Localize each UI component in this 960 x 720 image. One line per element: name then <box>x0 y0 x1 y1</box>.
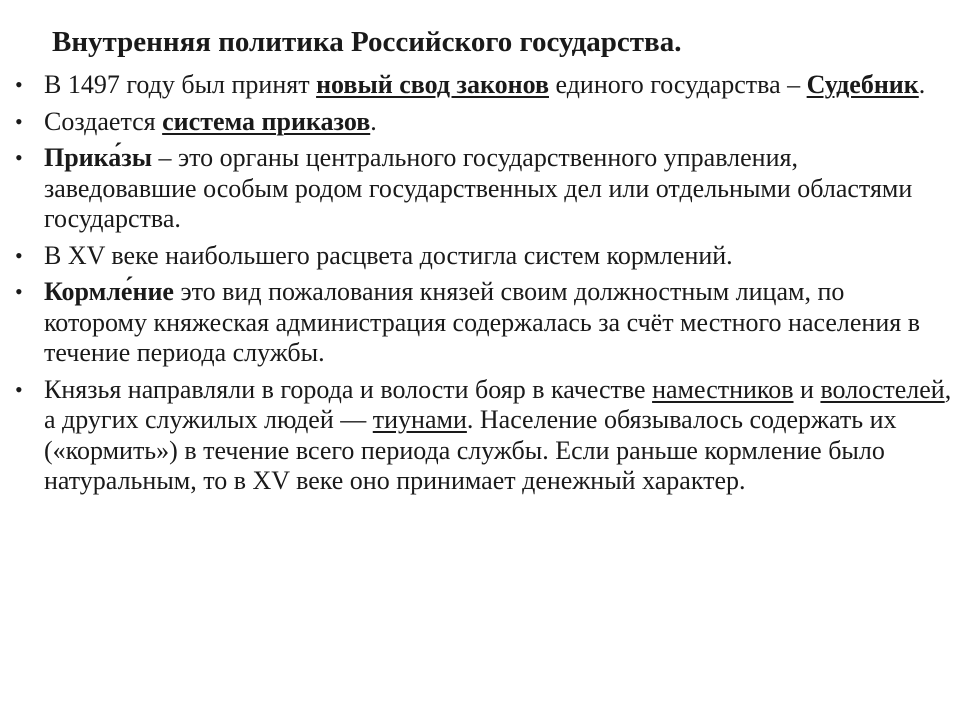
text-run: и <box>793 374 821 404</box>
highlighted-term: тиунами <box>372 405 467 434</box>
bullet-mark: • <box>15 376 23 402</box>
text-run: Создается <box>44 106 163 136</box>
bullet-mark: • <box>15 279 23 304</box>
highlighted-term: волостелей <box>820 374 945 404</box>
highlighted-term: новый свод законов <box>316 70 549 99</box>
bullet-text <box>44 143 912 233</box>
bullet-mark: • <box>15 72 23 97</box>
bullet-item <box>0 375 960 497</box>
bold-term: Прика́зы <box>44 143 152 172</box>
bullet-mark: • <box>15 145 23 170</box>
bullet-text <box>44 107 377 136</box>
text-run: , а других служилых людей — <box>44 374 952 434</box>
bullet-text <box>44 375 951 496</box>
bullet-mark: • <box>15 242 23 268</box>
bullet-list <box>0 70 960 503</box>
bold-term: Кормле́ние <box>44 277 174 306</box>
bullet-item <box>0 143 960 235</box>
text-run: . Население обязывалось содержать их («кормить») в течение всего периода службы. Если раньше кормление было натуральным, то в XV веке оно принимает денежный характер. <box>44 405 897 495</box>
text-run: . <box>370 106 377 136</box>
text-run: – это органы центрального государственного управления, заведовавшие особым родом государственных дел или отдельными областями государства. <box>44 143 913 233</box>
bullet-item <box>0 107 960 138</box>
bullet-mark: • <box>15 108 23 134</box>
text-run: В 1497 году был принят <box>44 70 317 99</box>
text-run: Князья направляли в города и волости бояр в качестве <box>44 374 653 404</box>
text-run: . <box>918 70 926 99</box>
bullet-text <box>44 277 920 367</box>
slide-title: Внутренняя политика Российского государства. <box>52 26 682 58</box>
text-run: В XV веке наибольшего расцвета достигла систем кормлений. <box>44 240 733 270</box>
text-run: это вид пожалования князей своим должностным лицам, по которому княжеская администрация содержалась за счёт местного населения в течение периода службы. <box>44 277 920 367</box>
bullet-text <box>44 70 925 99</box>
bullet-item <box>0 70 960 101</box>
bullet-item <box>0 277 960 369</box>
bullet-item <box>0 241 960 272</box>
highlighted-term: наместников <box>652 374 794 404</box>
highlighted-term: Судебник <box>806 70 919 99</box>
highlighted-term: система приказов <box>162 106 371 136</box>
text-run: единого государства – <box>549 70 807 99</box>
bullet-text <box>44 241 733 270</box>
